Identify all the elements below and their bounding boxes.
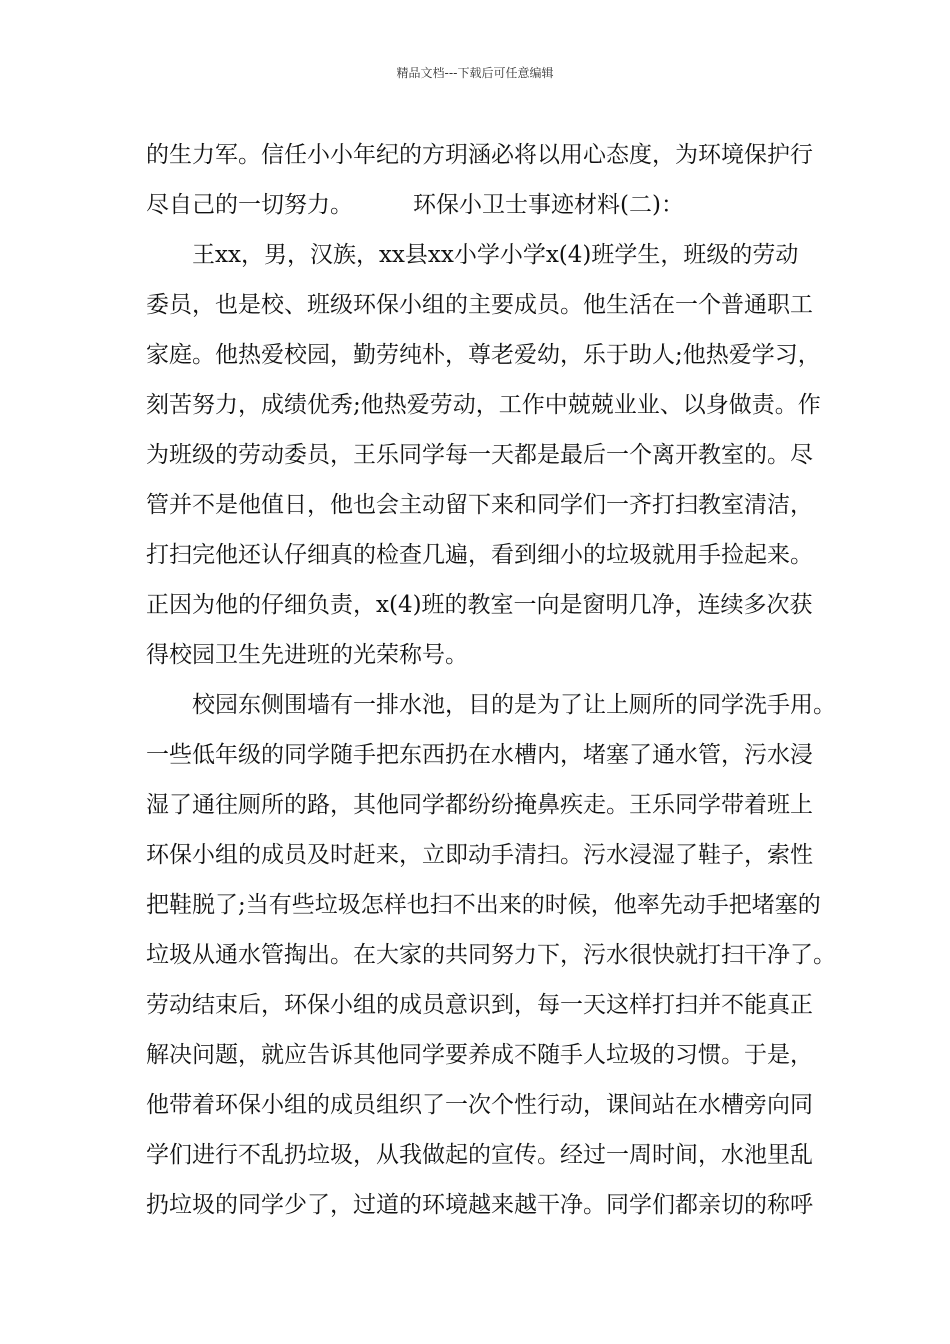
body-line: 环保小组的成员及时赶来，立即动手清扫。污水浸湿了鞋子，索性 [146,842,813,868]
body-line: 得校园卫生先进班的光荣称号。 [146,642,468,668]
body-line: 刻苦努力，成绩优秀;他热爱劳动，工作中兢兢业业、以身做责。作 [146,392,821,418]
body-line: 打扫完他还认仔细真的检查几遍，看到细小的垃圾就用手捡起来。 [146,542,813,568]
body-line: 他带着环保小组的成员组织了一次个性行动，课间站在水槽旁向同 [146,1092,813,1118]
body-line: 管并不是他值日，他也会主动留下来和同学们一齐打扫教室清洁， [146,492,813,518]
body-line: 的生力军。信任小小年纪的方玥涵必将以用心态度，为环境保护行 [146,142,813,168]
section-title: 环保小卫士事迹材料(二)： [413,192,684,218]
body-line [146,186,684,219]
body-line: 湿了通往厕所的路，其他同学都纷纷掩鼻疾走。王乐同学带着班上 [146,792,813,818]
body-line: 正因为他的仔细负责，x(4)班的教室一向是窗明几净，连续多次获 [146,592,813,618]
body-line: 一些低年级的同学随手把东西扔在水槽内，堵塞了通水管，污水浸 [146,742,813,768]
body-line: 为班级的劳动委员，王乐同学每一天都是最后一个离开教室的。尽 [146,442,813,468]
body-line: 解决问题，就应告诉其他同学要养成不随手人垃圾的习惯。于是， [146,1042,813,1068]
body-line: 家庭。他热爱校园，勤劳纯朴，尊老爱幼，乐于助人;他热爱学习， [146,342,821,368]
page-header: 精品文档---下载后可任意编辑 [396,66,554,80]
body-line: 扔垃圾的同学少了，过道的环境越来越干净。同学们都亲切的称呼 [146,1192,813,1218]
body-line: 劳动结束后，环保小组的成员意识到，每一天这样打扫并不能真正 [146,992,813,1018]
body-line: 垃圾从通水管掏出。在大家的共同努力下，污水很快就打扫干净了。 [146,942,836,968]
paragraph-first-line: 校园东侧围墙有一排水池，目的是为了让上厕所的同学洗手用。 [192,692,836,718]
body-line: 把鞋脱了;当有些垃圾怎样也扫不出来的时候，他率先动手把堵塞的 [146,892,821,918]
body-line: 委员，也是校、班级环保小组的主要成员。他生活在一个普通职工 [146,292,813,318]
body-text: 尽自己的一切努力。 [146,192,353,218]
paragraph-first-line: 王xx，男，汉族，xx县xx小学小学x(4)班学生，班级的劳动 [192,242,799,268]
body-line: 学们进行不乱扔垃圾，从我做起的宣传。经过一周时间，水池里乱 [146,1142,813,1168]
